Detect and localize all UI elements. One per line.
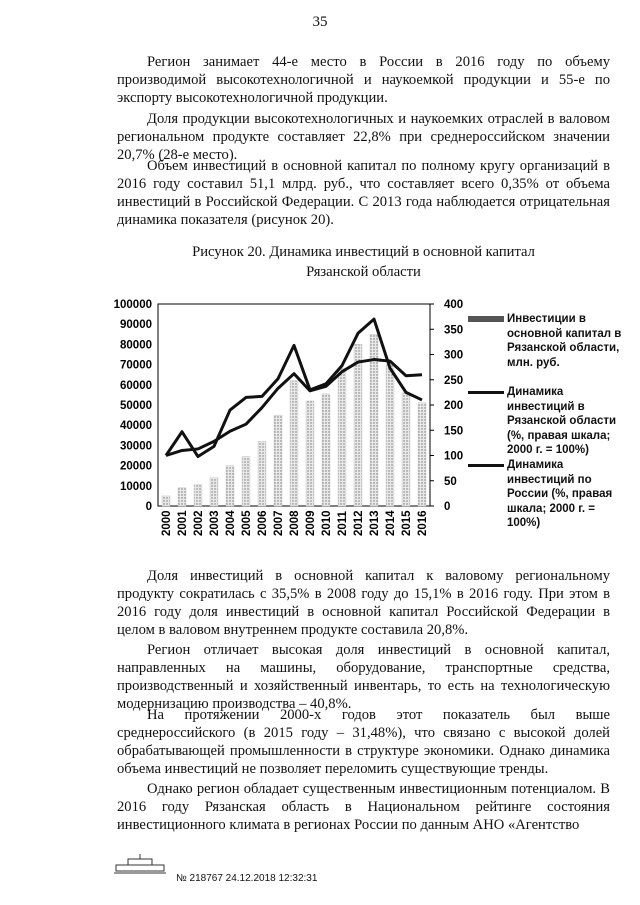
right-axis-tick-label: 200 [444,400,464,412]
x-tick-label: 2012 [353,510,365,536]
bar-2010 [322,394,330,506]
x-tick-label: 2001 [177,510,189,536]
x-tick-label: 2014 [385,510,397,536]
legend-swatch-russia-line [468,464,504,467]
bar-2015 [402,393,410,506]
x-tick-label: 2007 [273,510,285,536]
bar-2016 [418,403,426,506]
legend-item-russia-line [468,458,628,538]
left-axis-tick-label: 40000 [120,420,152,433]
document-footer [176,873,317,884]
document-number: № 218767 [176,873,223,884]
x-tick-label: 2004 [225,510,237,536]
left-axis-tick-label: 20000 [120,460,152,473]
bar-2005 [242,457,250,506]
paragraph-4: Доля инвестиций в основной капитал к валовому региональному продукту сократилась с 35,5% в 2008 году до 15,1% в 2016 году. При этом в 2016 году доля инвестиций в основной капитал Российской Федерации в целом в валовом внутреннем продукте составила 20,8%. [117,568,610,638]
left-axis-tick-label: 10000 [120,480,152,493]
x-tick-label: 2005 [241,510,253,536]
legend-item-bars [468,312,628,372]
x-tick-label: 2015 [401,510,413,536]
legend-item-region-line [468,385,628,455]
left-axis-tick-label: 70000 [120,359,152,372]
document-timestamp: 24.12.2018 12:32:31 [225,873,318,884]
bar-2001 [178,488,186,506]
x-tick-label: 2006 [257,510,269,536]
bar-2008 [290,381,298,506]
left-axis-tick-label: 0 [145,501,152,513]
figure-title-line-2: Рязанской области [306,264,421,280]
bar-2011 [338,369,346,506]
legend-swatch-region-line [468,391,504,394]
x-tick-label: 2013 [369,510,381,536]
left-axis-tick-label: 100000 [113,299,152,311]
bar-2000 [162,496,170,506]
right-axis-tick-label: 50 [444,475,457,488]
legend-swatch-bars [468,316,504,322]
paragraph-3: Объем инвестиций в основной капитал по полному кругу организаций в 2016 году составил 51,1 млрд. руб., что составляет всего 0,35% от объема инвестиций в Российской Федерации. С 2013 года наблюдается отрицательная динамика показателя (рисунок 20). [117,158,610,228]
right-axis-tick-label: 300 [444,349,464,362]
paragraph-7: Однако регион обладает существенным инвестиционным потенциалом. В 2016 году Рязанская область в Национальном рейтинге состояния инвестиционного климата в регионах России по данным АНО «Агентство [117,781,610,833]
bar-2006 [258,441,266,506]
legend-label-russia-line: Динамика инвестиций по России (%, правая шкала; 2000 г. = 100%) [507,459,613,529]
x-tick-label: 2011 [337,511,349,536]
bar-2007 [274,415,282,506]
right-axis-tick-label: 350 [444,324,464,337]
bar-2004 [226,466,234,506]
right-axis-tick-label: 150 [444,425,464,438]
bar-2014 [386,365,394,506]
x-tick-label: 2003 [209,510,221,536]
legend-label-bars: Инвестиции в основной капитал в Рязанской области, млн. руб. [507,313,622,369]
left-axis-tick-label: 30000 [120,440,152,453]
left-axis-tick-label: 90000 [120,319,152,332]
right-axis-tick-label: 250 [444,374,464,387]
paragraph-2: Доля продукции высокотехнологичных и наукоемких отраслей в валовом региональном продукте составляет 22,8% при среднероссийском значении 20,7% (28-е место). [117,111,610,163]
paragraph-1: Регион занимает 44-е место в России в 2016 году по объему производимой высокотехнологичной и наукоемкой продукции и 55-е по экспорту высокотехнологичной продукции. [117,54,610,106]
investment-chart [100,290,470,550]
x-tick-label: 2000 [161,510,173,536]
bar-2003 [210,478,218,506]
left-axis-tick-label: 80000 [120,339,152,352]
bar-2002 [194,485,202,506]
legend-label-region-line: Динамика инвестиций в Рязанской области (%, правая шкала; 2000 г. = 100%) [507,386,617,456]
left-axis-tick-label: 60000 [120,379,152,392]
x-tick-label: 2002 [193,510,205,536]
figure-title [117,242,610,282]
government-stamp-icon [112,853,168,875]
bar-2009 [306,401,314,506]
bar-2012 [354,344,362,506]
right-axis-tick-label: 0 [444,501,451,513]
x-tick-label: 2009 [305,510,317,536]
left-axis-tick-label: 50000 [120,400,152,412]
page-number: 35 [312,14,328,30]
right-axis-tick-label: 400 [444,299,464,311]
paragraph-6: На протяжении 2000-х годов этот показатель был выше среднероссийского (в 2015 году – 31,48%), что связано с высокой долей обрабатывающей промышленности в структуре экономики. Однако динамика объема инвестиций не позволяет переломить существующие тренды. [117,707,610,777]
paragraph-5: Регион отличает высокая доля инвестиций в основной капитал, направленных на машины, оборудование, транспортные средства, производственный и хозяйственный инвентарь, то есть на технологическую модернизацию производства – 40,8%. [117,642,610,712]
figure-title-line-1: Рисунок 20. Динамика инвестиций в основной капитал [192,244,535,260]
x-tick-label: 2010 [321,510,333,536]
right-axis-tick-label: 100 [444,450,464,463]
x-tick-label: 2008 [289,510,301,536]
x-tick-label: 2016 [417,510,429,536]
